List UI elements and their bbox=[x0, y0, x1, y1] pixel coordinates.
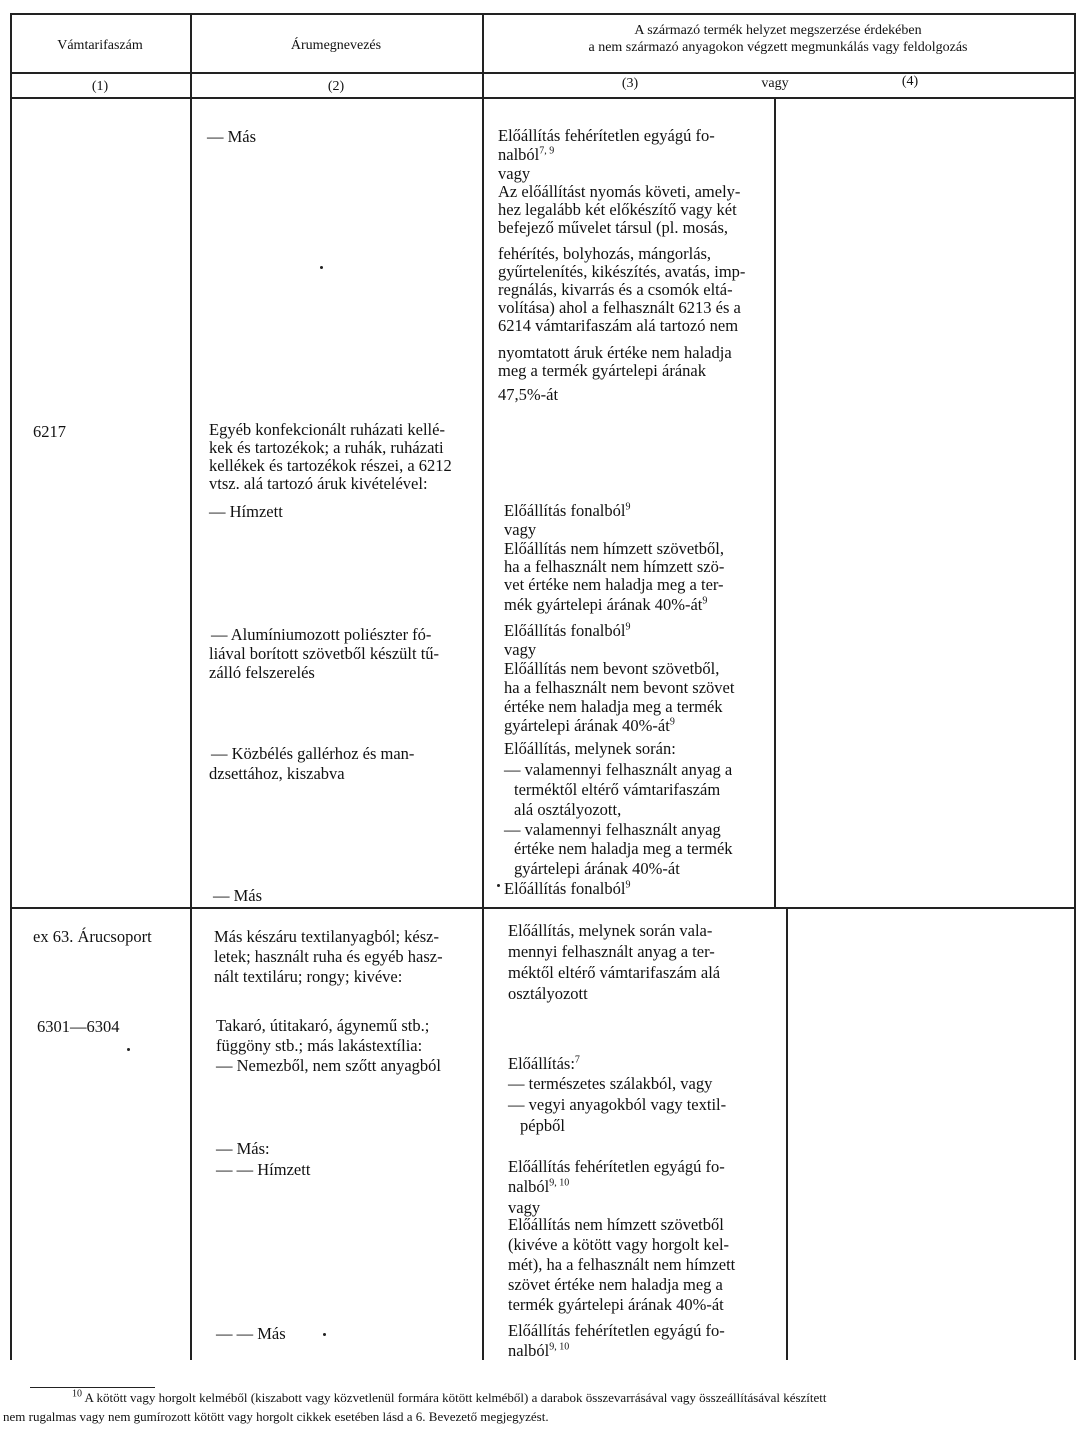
proc-line: — valamennyi felhasznált anyag bbox=[504, 820, 721, 839]
scan-speck bbox=[320, 266, 323, 269]
proc-text: Előállítás: bbox=[508, 1054, 575, 1073]
proc-line: szövet értéke nem haladja meg a bbox=[508, 1275, 723, 1294]
footnote-ref: 9 bbox=[625, 879, 631, 891]
proc-line: termék gyártelepi árának 40%-át bbox=[508, 1295, 724, 1314]
desc-line: — Nemezből, nem szőtt anyagból bbox=[216, 1056, 441, 1075]
footnote-line1 bbox=[72, 1389, 1072, 1406]
proc-line: ha a felhasznált nem hímzett szö- bbox=[504, 557, 725, 576]
proc-text: Előállítás fonalból bbox=[504, 621, 626, 640]
desc-line: — Más bbox=[213, 886, 263, 905]
desc-line: — Alumíniumozott poliészter fó- bbox=[211, 625, 432, 644]
colnum-4: (4) bbox=[901, 74, 919, 89]
proc-line: hez legalább két előkészítő vagy két bbox=[498, 200, 737, 219]
proc-line: vagy bbox=[504, 640, 537, 659]
proc-line bbox=[504, 717, 675, 735]
desc-line: — Hímzett bbox=[209, 502, 283, 521]
proc-line bbox=[508, 1178, 569, 1196]
proc-line: mét), ha a felhasznált nem hímzett bbox=[508, 1255, 736, 1274]
desc-line: — — Hímzett bbox=[216, 1160, 311, 1179]
proc-line: Előállítás nem hímzett szövetből bbox=[508, 1215, 724, 1234]
proc-line bbox=[508, 1342, 569, 1360]
header-col2: Árumegnevezés bbox=[290, 38, 382, 53]
proc-line: 6214 vámtarifaszám alá tartozó nem bbox=[498, 316, 739, 335]
proc-line bbox=[504, 502, 630, 520]
proc-line: (kivéve a kötött vagy horgolt kel- bbox=[508, 1235, 730, 1254]
table-top-border bbox=[10, 13, 1075, 15]
footnote-ref: 7 bbox=[574, 1054, 580, 1066]
proc-line: Előállítás fehérítetlen egyágú fo- bbox=[498, 126, 715, 145]
col-divider-3b bbox=[786, 907, 788, 1360]
desc-line: — Más: bbox=[216, 1139, 270, 1158]
header-col3-line2: a nem származó anyagokon végzett megmunkálás vagy feldolgozás bbox=[588, 40, 968, 55]
proc-line: pépből bbox=[520, 1116, 565, 1135]
number-row-divider bbox=[10, 97, 1075, 99]
proc-line: Előállítás, melynek során vala- bbox=[508, 921, 713, 940]
proc-line bbox=[508, 1055, 580, 1073]
proc-line: méktől eltérő vámtarifaszám alá bbox=[508, 963, 721, 982]
desc-line: letek; használt ruha és egyéb hasz- bbox=[214, 947, 443, 966]
proc-line: Előállítás fehérítetlen egyágú fo- bbox=[508, 1321, 725, 1340]
proc-text: nalból bbox=[498, 145, 540, 164]
colnum-3: (3) bbox=[621, 76, 639, 91]
proc-line: osztályozott bbox=[508, 984, 588, 1003]
footnote-line2: nem rugalmas vagy nem gumírozott kötött vagy horgolt cikkek esetében lásd a 6. Bevezető megjegyzést. bbox=[3, 1409, 549, 1424]
proc-text: mék gyártelepi árának 40%-át bbox=[504, 595, 703, 614]
proc-text: Előállítás fonalból bbox=[504, 879, 626, 898]
proc-text: Előállítás fonalból bbox=[504, 501, 626, 520]
proc-line: befejező művelet társul (pl. mosás, bbox=[498, 218, 729, 237]
proc-line: alá osztályozott, bbox=[514, 800, 622, 819]
desc-line: zálló felszerelés bbox=[209, 663, 315, 682]
footnote-ref: 9 bbox=[702, 595, 708, 607]
footnote-ref: 9, 10 bbox=[549, 1177, 570, 1189]
scan-speck bbox=[497, 884, 500, 887]
footnote-ref: 9 bbox=[669, 716, 675, 728]
proc-line: Előállítás nem hímzett szövetből, bbox=[504, 539, 724, 558]
proc-text: gyártelepi árának 40%-át bbox=[504, 716, 670, 735]
proc-line bbox=[498, 146, 554, 164]
col-divider-2 bbox=[482, 13, 484, 1360]
footnote-ref: 9 bbox=[625, 501, 631, 513]
row3-code: ex 63. Árucsoport bbox=[33, 927, 152, 946]
header-col1: Vámtarifaszám bbox=[57, 38, 143, 53]
proc-text: nalból bbox=[508, 1177, 550, 1196]
proc-line: fehérítés, bolyhozás, mángorlás, bbox=[498, 244, 712, 263]
desc-line: vtsz. alá tartozó áruk kivételével: bbox=[209, 474, 428, 493]
proc-line: Előállítás, melynek során: bbox=[504, 739, 676, 758]
proc-line: vagy bbox=[498, 164, 531, 183]
proc-line: gyártelepi árának 40%-át bbox=[514, 859, 680, 878]
desc-line: — Közbélés gallérhoz és man- bbox=[211, 744, 415, 763]
table-left-border bbox=[10, 13, 12, 1360]
desc-line: függöny stb.; más lakástextília: bbox=[216, 1036, 423, 1055]
proc-line bbox=[504, 622, 630, 640]
footnote-ref: 7, 9 bbox=[539, 145, 555, 157]
row4-code: 6301—6304 bbox=[37, 1017, 120, 1036]
row2-code: 6217 bbox=[33, 422, 66, 441]
desc-line: Takaró, útitakaró, ágynemű stb.; bbox=[216, 1016, 430, 1035]
table-right-border bbox=[1074, 13, 1076, 1360]
proc-line: vagy bbox=[504, 520, 537, 539]
footnote-text: A kötött vagy horgolt kelméből (kiszabott vagy közvetlenül formára kötött kelméből) a darabok összevarrásával vagy összeállításával készített bbox=[84, 1390, 827, 1405]
desc-line: dzsettához, kiszabva bbox=[209, 764, 345, 783]
proc-line bbox=[504, 596, 707, 614]
scan-speck bbox=[127, 1048, 130, 1051]
colnum-2: (2) bbox=[327, 79, 345, 94]
footnote-rule bbox=[30, 1387, 155, 1388]
proc-line bbox=[504, 880, 630, 898]
proc-line: Előállítás nem bevont szövetből, bbox=[504, 659, 720, 678]
proc-line: mennyi felhasznált anyag a ter- bbox=[508, 942, 715, 961]
proc-line: meg a termék gyártelepi árának bbox=[498, 361, 706, 380]
desc-line: — — Más bbox=[216, 1324, 286, 1343]
colnum-1: (1) bbox=[91, 79, 109, 94]
proc-line: 47,5%-át bbox=[498, 385, 559, 404]
proc-line: Az előállítást nyomás követi, amely- bbox=[498, 182, 741, 201]
proc-line: értéke nem haladja meg a termék bbox=[514, 839, 733, 858]
proc-line: regnálás, kivarrás és a csomók eltá- bbox=[498, 280, 733, 299]
section-divider bbox=[10, 907, 1075, 909]
desc-line: liával borított szövetből készült tű- bbox=[209, 644, 440, 663]
proc-line: értéke nem haladja meg a termék bbox=[504, 697, 723, 716]
proc-line: — valamennyi felhasznált anyag a bbox=[504, 760, 733, 779]
proc-line: vagy bbox=[508, 1198, 541, 1217]
row1-desc: — Más bbox=[207, 127, 257, 146]
col-divider-1 bbox=[190, 13, 192, 1360]
desc-line: kellékek és tartozékok részei, a 6212 bbox=[209, 456, 452, 475]
proc-line: ha a felhasznált nem bevont szövet bbox=[504, 678, 735, 697]
desc-line: Egyéb konfekcionált ruházati kellé- bbox=[209, 420, 445, 439]
proc-line: vet értéke nem haladja meg a ter- bbox=[504, 575, 724, 594]
proc-line: volítása) ahol a felhasznált 6213 és a bbox=[498, 298, 741, 317]
scan-speck bbox=[323, 1333, 326, 1336]
proc-line: — vegyi anyagokból vagy textil- bbox=[508, 1095, 727, 1114]
colnum-vagy: vagy bbox=[761, 76, 789, 91]
header-col3-line1: A származó termék helyzet megszerzése érdekében bbox=[634, 23, 922, 38]
footnote-number: 10 bbox=[72, 1388, 82, 1400]
proc-line: — természetes szálakból, vagy bbox=[508, 1074, 713, 1093]
proc-line: Előállítás fehérítetlen egyágú fo- bbox=[508, 1157, 725, 1176]
proc-text: nalból bbox=[508, 1341, 550, 1360]
proc-line: nyomtatott áruk értéke nem haladja bbox=[498, 343, 732, 362]
desc-line: Más készáru textilanyagból; kész- bbox=[214, 927, 439, 946]
proc-line: terméktől eltérő vámtarifaszám bbox=[514, 780, 721, 799]
proc-line: gyűrtelenítés, kikészítés, avatás, imp- bbox=[498, 262, 746, 281]
desc-line: nált textiláru; rongy; kivéve: bbox=[214, 967, 403, 986]
desc-line: kek és tartozékok; a ruhák, ruházati bbox=[209, 438, 444, 457]
footnote-ref: 9, 10 bbox=[549, 1341, 570, 1353]
footnote-ref: 9 bbox=[625, 621, 631, 633]
col-divider-3a bbox=[774, 97, 776, 907]
